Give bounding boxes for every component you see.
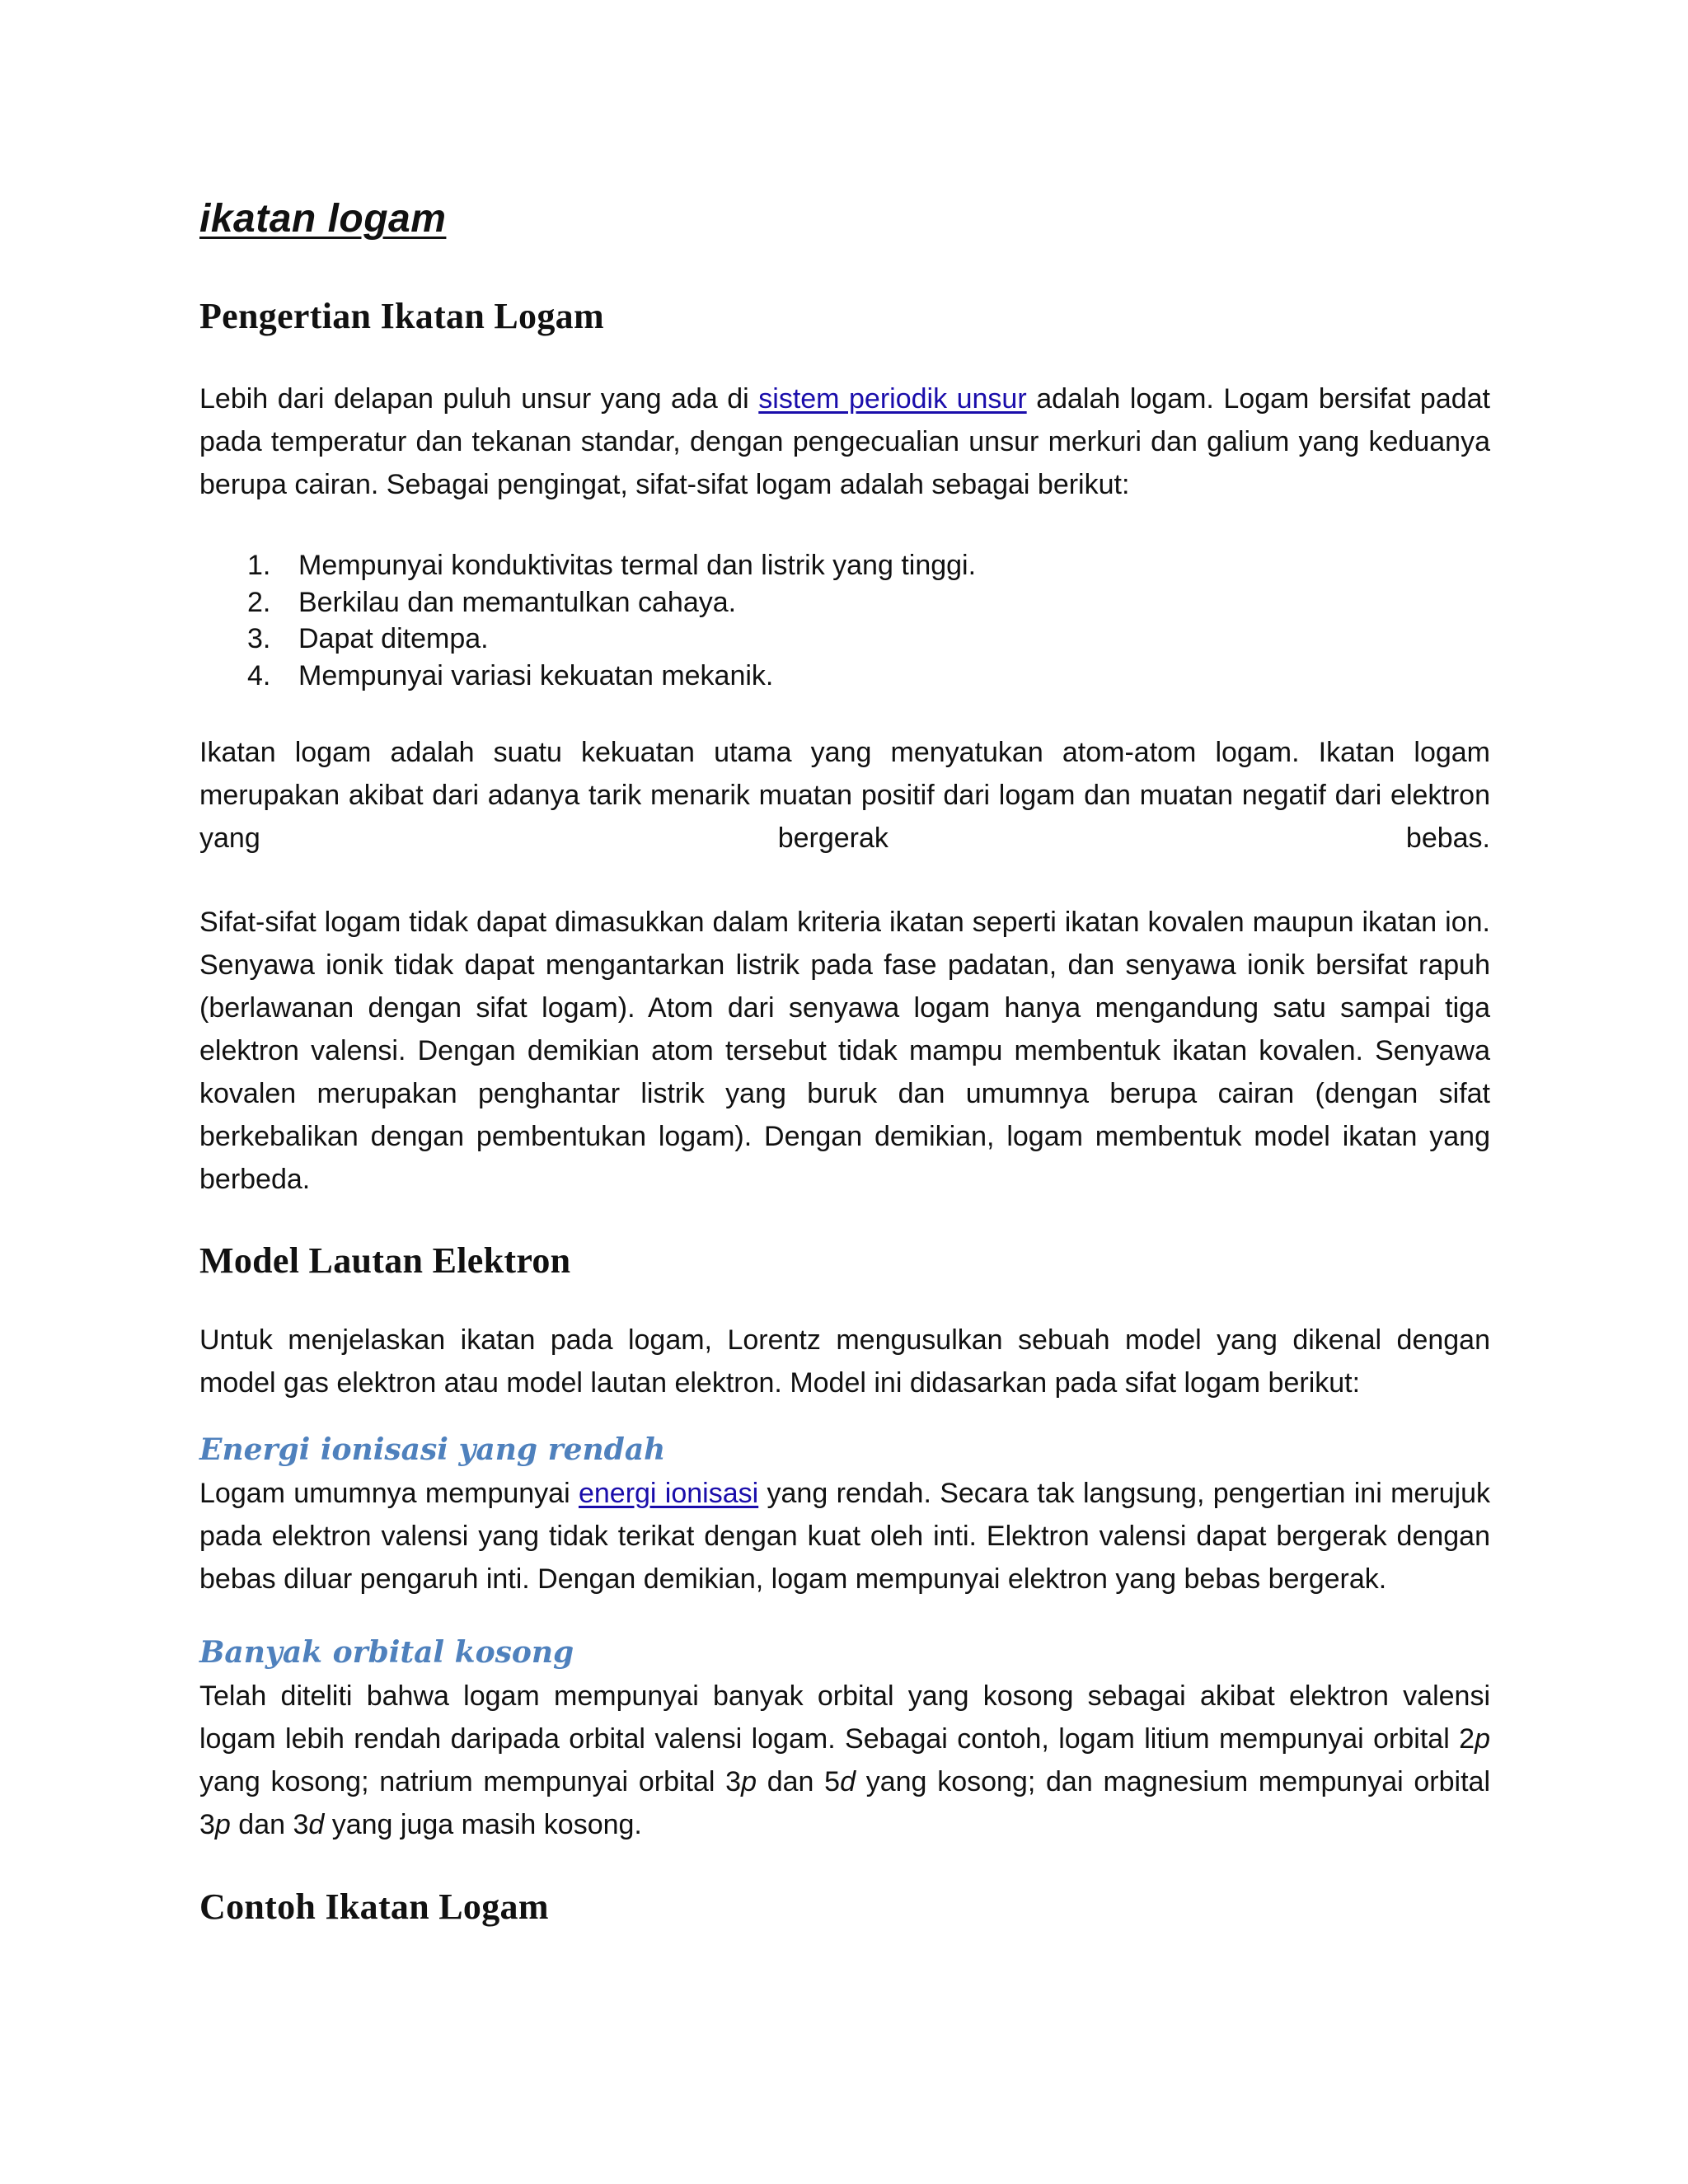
subheading-energi-ionisasi: Energi ionisasi yang rendah bbox=[199, 1432, 666, 1467]
orbital-symbol: p bbox=[214, 1809, 231, 1840]
paragraph-intro bbox=[199, 377, 1490, 506]
paragraph-intro-text-b: adalah logam. Logam bersifat padat pada temperatur dan tekanan standar, dengan pengecualian unsur merkuri dan galium yang keduanya berupa cairan. Sebagai pengingat, sifat-sifat logam adalah sebagai berikut: bbox=[199, 383, 1490, 500]
orbital-symbol: p bbox=[1475, 1723, 1490, 1755]
orbital-text-3: dan 5 bbox=[757, 1766, 841, 1797]
list-item-number: 1. bbox=[247, 550, 271, 581]
paragraph-energi-text-b: yang rendah. Secara tak langsung, pengertian ini merujuk pada elektron valensi yang tidak terikat dengan kuat oleh inti. Elektron valensi dapat bergerak dengan bebas diluar pengaruh inti. Dengan demikian, logam mempunyai elektron yang bebas bergerak. bbox=[199, 1478, 1491, 1595]
paragraph-intro-text-a: Lebih dari delapan puluh unsur yang ada di bbox=[199, 383, 759, 415]
list-item-text: Mempunyai variasi kekuatan mekanik. bbox=[298, 659, 774, 691]
list-item-number: 3. bbox=[247, 623, 271, 654]
link-energi-ionisasi[interactable]: energi ionisasi bbox=[578, 1478, 759, 1509]
paragraph-model-intro: Untuk menjelaskan ikatan pada logam, Lorentz mengusulkan sebuah model yang dikenal dengan model gas elektron atau model lautan elektron. Model ini didasarkan pada sifat logam berikut: bbox=[199, 1324, 1490, 1399]
document-title: ikatan logam bbox=[199, 197, 447, 241]
orbital-symbol: p bbox=[741, 1766, 757, 1797]
link-sistem-periodik-unsur[interactable]: sistem periodik unsur bbox=[758, 383, 1027, 415]
orbital-symbol: d bbox=[308, 1809, 325, 1840]
list-item-text: Mempunyai konduktivitas termal dan listrik yang tinggi. bbox=[298, 550, 977, 581]
list-item-number: 4. bbox=[247, 659, 271, 691]
orbital-text-6: yang juga masih kosong. bbox=[324, 1809, 642, 1840]
orbital-text-2: yang kosong; natrium mempunyai orbital 3 bbox=[199, 1766, 742, 1797]
heading-contoh-ikatan-logam: Contoh Ikatan Logam bbox=[199, 1886, 549, 1927]
heading-model-lautan-elektron: Model Lautan Elektron bbox=[199, 1240, 571, 1281]
list-item-number: 2. bbox=[247, 586, 271, 618]
heading-pengertian: Pengertian Ikatan Logam bbox=[199, 296, 604, 336]
paragraph-energi-text-a: Logam umumnya mempunyai bbox=[199, 1478, 579, 1509]
orbital-text-4: yang kosong; dan magnesium mempunyai orbital 3 bbox=[199, 1766, 1491, 1840]
orbital-symbol: d bbox=[840, 1766, 856, 1797]
list-item-text: Dapat ditempa. bbox=[298, 623, 489, 654]
orbital-text-1: Telah diteliti bahwa logam mempunyai banyak orbital yang kosong sebagai akibat elektron valensi logam lebih rendah daripada orbital valensi logam. Sebagai contoh, logam litium mempunyai orbital 2 bbox=[199, 1680, 1490, 1755]
paragraph-energi-ionisasi bbox=[199, 1472, 1490, 1601]
subheading-banyak-orbital-kosong: Banyak orbital kosong bbox=[199, 1635, 574, 1670]
paragraph-orbital-kosong bbox=[199, 1675, 1490, 1846]
paragraph-properties: Sifat-sifat logam tidak dapat dimasukkan dalam kriteria ikatan seperti ikatan kovalen maupun ikatan ion. Senyawa ionik tidak dapat mengantarkan listrik pada fase padatan, dan senyawa ionik bersifat rapuh (berlawanan dengan sifat logam). Atom dari senyawa logam hanya mengandung satu sampai tiga elektron valensi. Dengan demikian atom tersebut tidak mampu membentuk ikatan kovalen. Senyawa kovalen merupakan penghantar listrik yang buruk dan umumnya berupa cairan (dengan sifat berkebalikan dengan pembentukan logam). Dengan demikian, logam membentuk model ikatan yang berbeda. bbox=[199, 907, 1490, 1195]
list-item-text: Berkilau dan memantulkan cahaya. bbox=[298, 586, 737, 618]
orbital-text-5: dan 3 bbox=[230, 1809, 309, 1840]
paragraph-definition: Ikatan logam adalah suatu kekuatan utama yang menyatukan atom-atom logam. Ikatan logam merupakan akibat dari adanya tarik menarik muatan positif dari logam dan muatan negatif dari elektron yang bergerak bebas. bbox=[199, 737, 1490, 854]
